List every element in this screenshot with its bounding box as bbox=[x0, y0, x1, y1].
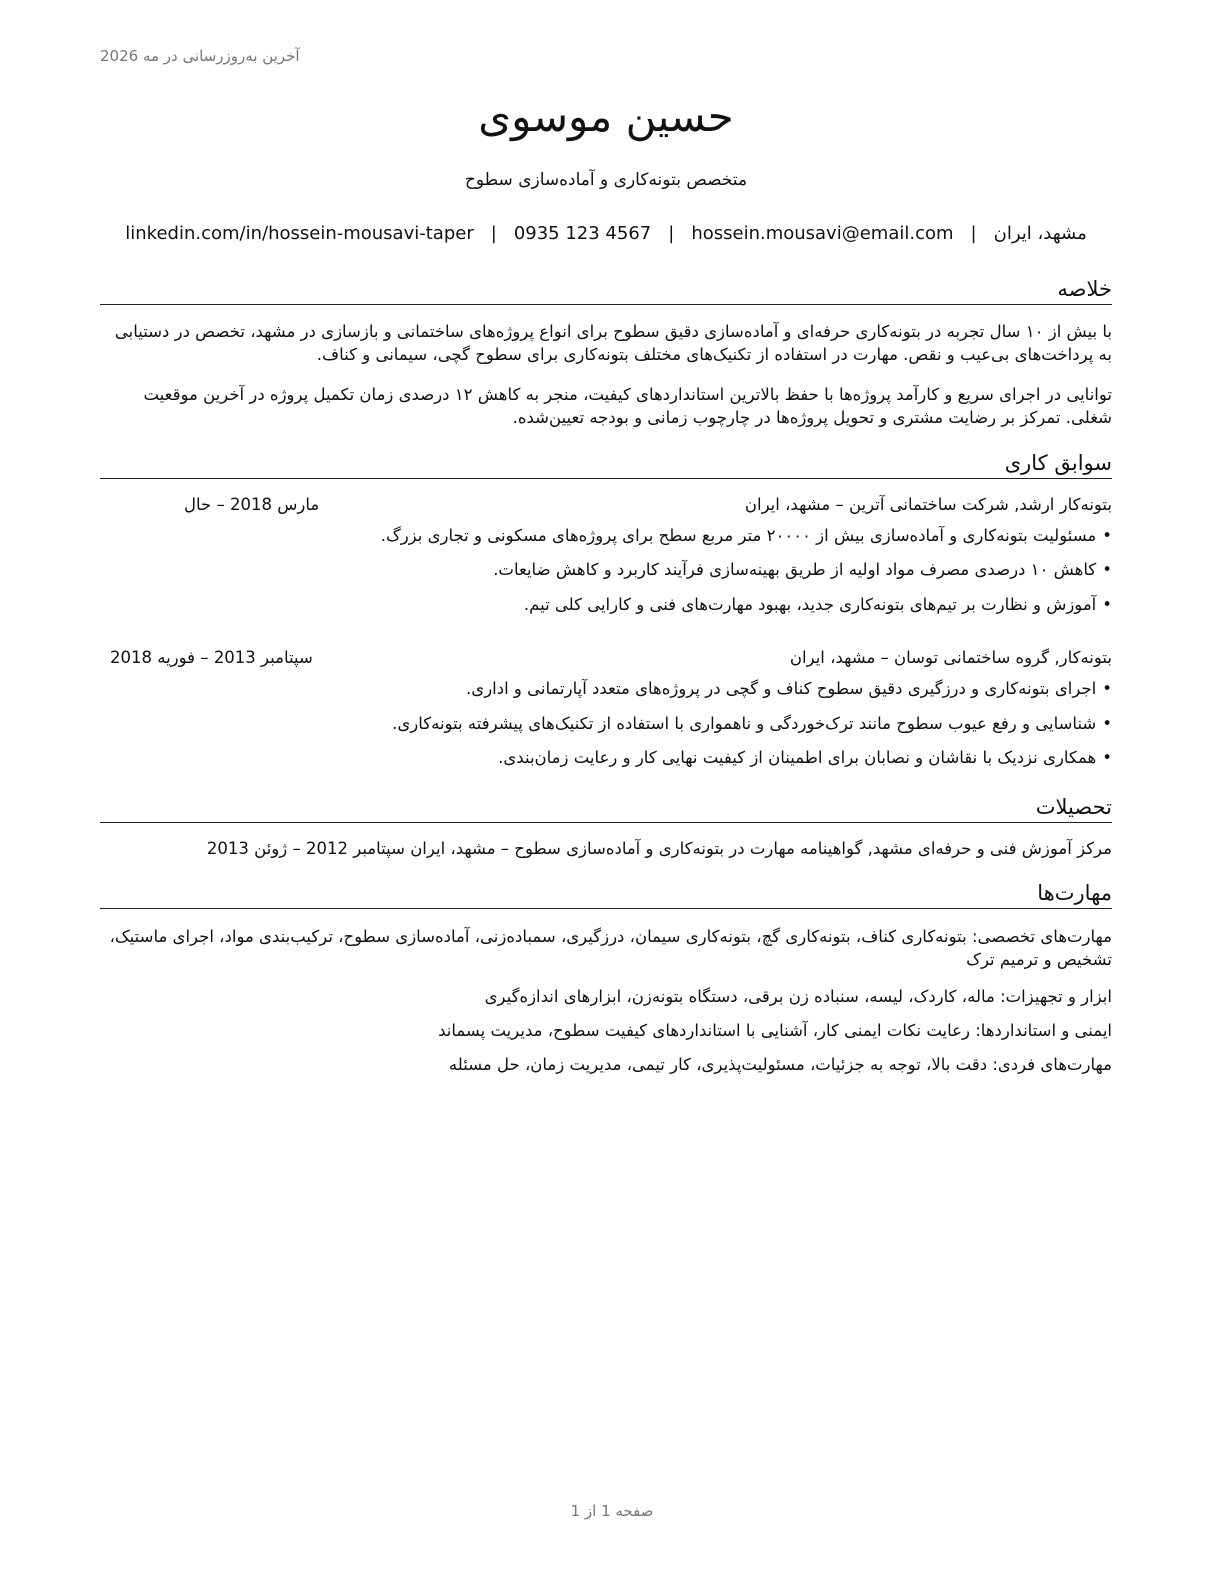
contact-linkedin[interactable]: linkedin.com/in/hossein-mousavi-taper bbox=[125, 223, 474, 244]
contact-email[interactable]: hossein.mousavi@email.com bbox=[691, 223, 954, 244]
bullet-text: کاهش ۱۰ درصدی مصرف مواد اولیه از طریق بهینه‌سازی فرآیند کاربرد و کاهش ضایعات. bbox=[493, 560, 1097, 579]
job-bullet bbox=[100, 713, 1112, 735]
bullet-text: آموزش و نظارت بر تیم‌های بتونه‌کاری جدید، بهبود مهارت‌های فنی و کارایی کلی تیم. bbox=[523, 595, 1097, 614]
candidate-name: حسین موسوی bbox=[478, 92, 734, 141]
contact-separator: | bbox=[970, 223, 977, 244]
job-bullet bbox=[100, 747, 1112, 769]
bullet-text: اجرای بتونه‌کاری و درزگیری دقیق سطوح کناف و گچی در پروژه‌های متعدد آپارتمانی و اداری. bbox=[466, 679, 1097, 698]
contact-location: مشهد، ایران bbox=[993, 223, 1087, 244]
experience-heading: سوابق کاری bbox=[100, 449, 1112, 479]
resume-page bbox=[100, 0, 1112, 1584]
bullet-dot: • bbox=[1102, 595, 1112, 614]
summary-heading: خلاصه bbox=[100, 275, 1112, 305]
job-date: سپتامبر 2013 – فوریه 2018 bbox=[110, 648, 313, 667]
job-title: بتونه‌کار, گروه ساختمانی توسان – مشهد، ایران bbox=[789, 648, 1112, 667]
skills-line: مهارت‌های فردی: دقت بالا، توجه به جزئیات، مسئولیت‌پذیری، کار تیمی، مدیریت زمان، حل مسئله bbox=[448, 1055, 1112, 1074]
job-date: مارس 2018 – حال bbox=[184, 495, 320, 514]
contact-phone: 0935 123 4567 bbox=[513, 223, 652, 244]
skills-line: ابزار و تجهیزات: ماله، کاردک، لیسه، سنباده زن برقی، دستگاه بتونه‌زن، ابزارهای اندازه‌گیری bbox=[484, 987, 1112, 1006]
page-number: صفحه 1 از 1 bbox=[570, 1502, 654, 1520]
contact-bar bbox=[100, 223, 1112, 244]
bullet-text: همکاری نزدیک با نقاشان و نصابان برای اطمینان از کیفیت نهایی کار و رعایت زمان‌بندی. bbox=[498, 748, 1097, 767]
skills-line: ایمنی و استانداردها: رعایت نکات ایمنی کار، آشنایی با استانداردهای کیفیت سطوح، مدیریت پسماند bbox=[438, 1021, 1112, 1040]
skills-heading: مهارت‌ها bbox=[100, 879, 1112, 909]
candidate-tagline: متخصص بتونه‌کاری و آماده‌سازی سطوح bbox=[464, 170, 748, 190]
skills-line: مهارت‌های تخصصی: بتونه‌کاری کناف، بتونه‌کاری گچ، بتونه‌کاری سیمان، درزگیری، سمباده‌زنی، آماده‌سازی سطوح، ترکیب‌بندی مواد، اجرای ماستیک، تشخیص و ترمیم ترک bbox=[109, 927, 1112, 969]
education-entry: مرکز آموزش فنی و حرفه‌ای مشهد, گواهینامه مهارت در بتونه‌کاری و آماده‌سازی سطوح – مشهد، ایران سپتامبر 2012 – ژوئن 2013 bbox=[206, 839, 1112, 858]
education-heading: تحصیلات bbox=[100, 793, 1112, 823]
contact-separator: | bbox=[668, 223, 675, 244]
bullet-dot: • bbox=[1102, 560, 1112, 579]
bullet-dot: • bbox=[1102, 748, 1112, 767]
job-bullet bbox=[100, 559, 1112, 581]
job-bullet bbox=[100, 678, 1112, 700]
job-bullet bbox=[100, 594, 1112, 616]
bullet-dot: • bbox=[1102, 714, 1112, 733]
bullet-text: مسئولیت بتونه‌کاری و آماده‌سازی بیش از ۲۰۰۰۰ متر مربع سطح برای پروژه‌های مسکونی و تجاری بزرگ. bbox=[380, 526, 1097, 545]
last-updated-note: آخرین به‌روزرسانی در مه 2026 bbox=[100, 47, 300, 65]
bullet-dot: • bbox=[1102, 679, 1112, 698]
job-title: بتونه‌کار ارشد, شرکت ساختمانی آترین – مشهد، ایران bbox=[744, 495, 1112, 514]
summary-paragraph: توانایی در اجرای سریع و کارآمد پروژه‌ها با حفظ بالاترین استانداردهای کیفیت، منجر به کاهش ۱۲ درصدی زمان تکمیل پروژه در آخرین موقعیت شغلی. تمرکز بر رضایت مشتری و تحویل پروژه‌ها در چارچوب زمانی و بودجه تعیین‌شده. bbox=[143, 385, 1112, 427]
bullet-dot: • bbox=[1102, 526, 1112, 545]
summary-paragraph: با بیش از ۱۰ سال تجربه در بتونه‌کاری حرفه‌ای و آماده‌سازی دقیق سطوح برای انواع پروژه‌های ساختمانی و بازسازی در مشهد، تخصص در دستیابی به پرداخت‌های بی‌عیب و نقص. مهارت در استفاده از تکنیک‌های مختلف بتونه‌کاری برای سطوح گچی، سیمانی و کناف. bbox=[114, 322, 1112, 364]
bullet-text: شناسایی و رفع عیوب سطوح مانند ترک‌خوردگی و ناهمواری با استفاده از تکنیک‌های پیشرفته بتونه‌کاری. bbox=[392, 714, 1097, 733]
contact-separator: | bbox=[490, 223, 497, 244]
job-bullet bbox=[100, 525, 1112, 547]
